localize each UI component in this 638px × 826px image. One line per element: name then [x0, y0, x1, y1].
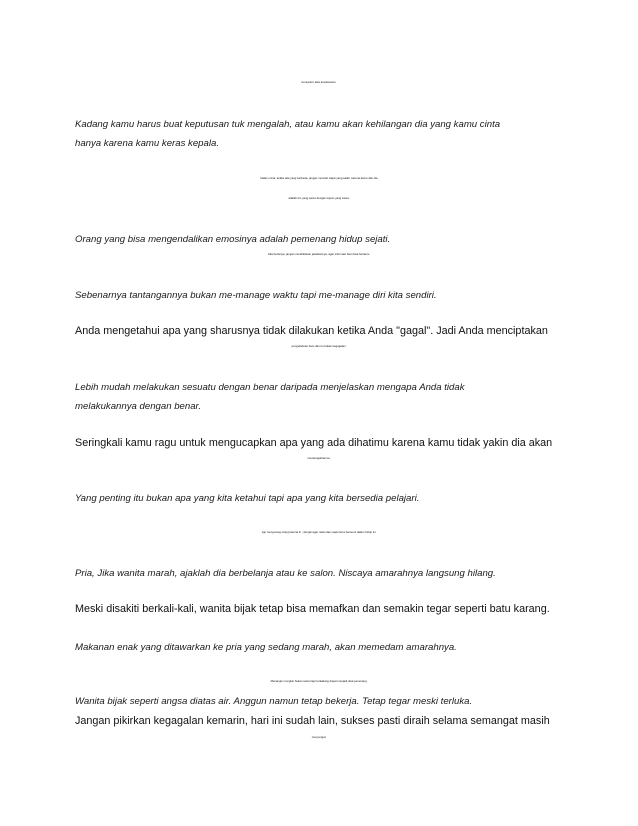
quote-line: Pria, Jika wanita marah, ajaklah dia berbelanja atau ke salon. Niscaya amarahnya langsung hilang. [75, 568, 496, 579]
quote-line: menyengat. [311, 735, 327, 739]
text-line: bersyukur atas kesuksesan. [301, 80, 337, 84]
quote-line: Wanita bijak seperti angsa diatas air. Anggun namun tetap bekerja. Tetap tegar meski terluka. [75, 696, 473, 707]
quote-line: Lebih mudah melakukan sesuatu dengan benar daripada menjelaskan mengapa Anda tidak [75, 382, 465, 393]
quote-line: Orang yang bisa mengendalikan emosinya adalah pemenang hidup sejati. [75, 234, 391, 245]
quote-line: Kadang kamu harus buat keputusan tuk mengalah, atau kamu akan kehilangan dia yang kamu cinta [75, 119, 501, 130]
quote-line: Dalam cinta, ketika ada yang berbeda, jangan mencari siapa yang salah, karena kamu dan dia [260, 176, 378, 180]
quote-line: mendengarkanmu. [307, 456, 331, 460]
quote-line: Anda mengetahui apa yang sharusnya tidak dilakukan ketika Anda "gagal". Jadi Anda menciptakan [75, 325, 548, 337]
quote-line: Jangan pikirkan kegagalan kemarin, hari ini sudah lain, sukses pasti diraih selama semangat masih [75, 715, 550, 727]
quote-line: Yang penting itu bukan apa yang kita ketahui tapi apa yang kita bersedia pelajari. [75, 493, 420, 504]
quote-line: melakukannya dengan benar. [75, 401, 202, 412]
quote-line: pengetahuan baru dan itu bukan kegagalan. [291, 344, 347, 348]
quote-line: Seringkali kamu ragu untuk mengucapkan apa yang ada dihatimu karena kamu tidak yakin dia akan [75, 437, 553, 449]
quote-line: hanya karena kamu keras kepala. [75, 138, 219, 149]
quote-line: Jika bertanya, jangan mendiktekan jawabannya, agar informasi baru bisa bertamu. [267, 252, 371, 256]
quote-line: Meski disakiti berkali-kali, wanita bijak tetap bisa memafkan dan semakin tegar seperti batu karang. [75, 603, 550, 615]
quote-line: Makanan enak yang ditawarkan ke pria yang sedang marah, akan memedam amarahnya. [75, 642, 457, 653]
quote-line: Jgn menyerang orang karena iri ; dengki agar relasi dan rejeki terus bersemi dalam hidup ini. [261, 530, 377, 534]
quote-line: Sebenarnya tantangannya bukan me-manage waktu tapi me-manage diri kita sendiri. [75, 290, 437, 301]
quote-line: Menangis mungkin bukan solusi tapi terkadang dapat menjadi obat penenang. [270, 679, 368, 683]
quote-line: adalah tim yang sama dengan tujuan yang sama. [288, 196, 350, 200]
